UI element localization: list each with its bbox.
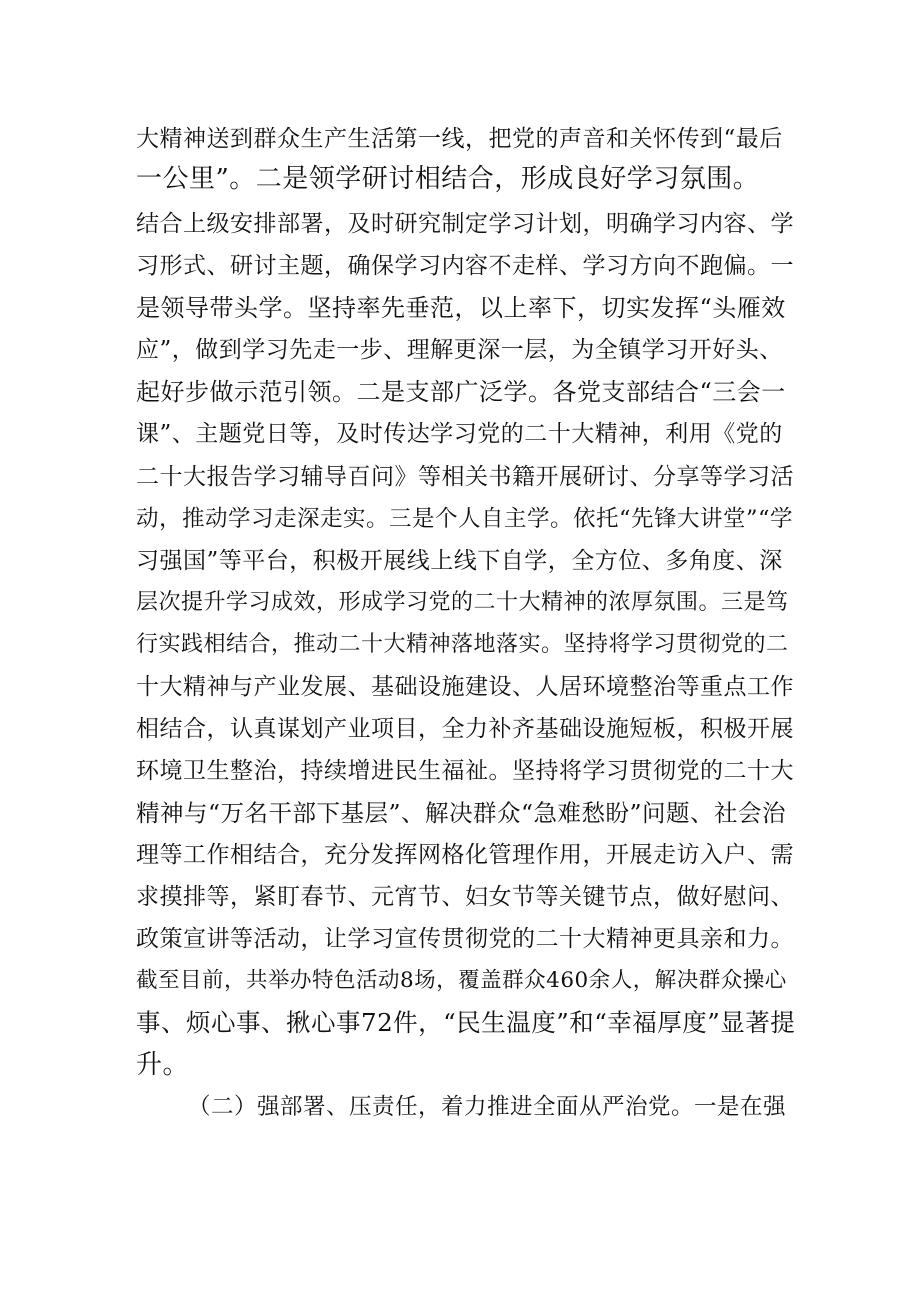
paragraph-line: 二十大报告学习辅导百问》等相关书籍开展研讨、分享等学习活 xyxy=(136,464,794,490)
paragraph-line: 升。 xyxy=(136,1050,190,1080)
paragraph-line: 动，推动学习走深走实。三是个人自主学。依托“先锋大讲堂”“学 xyxy=(136,506,794,532)
paragraph-line: 行实践相结合，推动二十大精神落地落实。坚持将学习贯彻党的二 xyxy=(136,632,789,657)
paragraph-line: 截至目前，共举办特色活动8场，覆盖群众460余人，解决群众操心 xyxy=(136,968,787,993)
paragraph-line: 理等工作相结合，充分发挥网格化管理作用，开展走访入户、需 xyxy=(136,842,794,868)
paragraph-line: 精神与“万名干部下基层”、解决群众“急难愁盼”问题、社会治 xyxy=(136,799,787,827)
paragraph-line: 层次提升学习成效，形成学习党的二十大精神的浓厚氛围。三是笃 xyxy=(136,590,789,615)
paragraph-line: 大精神送到群众生产生活第一线，把党的声音和关怀传到“最后 xyxy=(136,126,783,152)
paragraph-line: 环境卫生整治，持续增进民生福祉。坚持将学习贯彻党的二十大 xyxy=(136,758,794,784)
paragraph-line: 政策宣讲等活动，让学习宣传贯彻党的二十大精神更具亲和力。 xyxy=(136,926,794,952)
paragraph-line: 十大精神与产业发展、基础设施建设、人居环境整治等重点工作 xyxy=(136,674,794,700)
section-heading-line: （二）强部署、压责任，着力推进全面从严治党。一是在强 xyxy=(188,1094,787,1120)
paragraph-line: 课”、主题党日等，及时传达学习党的二十大精神，利用《党的 xyxy=(136,421,783,447)
paragraph-line: 结合上级安排部署，及时研究制定学习计划，明确学习内容、学 xyxy=(136,211,794,237)
paragraph-line: 事、烦心事、揪心事72件，“民生温度”和“幸福厚度”显著提 xyxy=(136,1008,796,1037)
paragraph-line: 应”，做到学习先走一步、理解更深一层，为全镇学习开好头、 xyxy=(136,337,783,363)
paragraph-line: 习强国”等平台，积极开展线上线下自学，全方位、多角度、深 xyxy=(136,548,783,574)
paragraph-line: 起好步做示范引领。二是支部广泛学。各党支部结合“三会一 xyxy=(136,378,786,406)
paragraph-line: 相结合，认真谋划产业项目，全力补齐基础设施短板，积极开展 xyxy=(136,716,794,742)
paragraph-line: 求摸排等，紧盯春节、元宵节、妇女节等关键节点，做好慰问、 xyxy=(136,884,794,910)
paragraph-line: 是领导带头学。坚持率先垂范，以上率下，切实发挥“头雁效 xyxy=(136,294,786,322)
paragraph-line: 习形式、研讨主题，确保学习内容不走样、学习方向不跑偏。一 xyxy=(136,253,794,279)
paragraph-line: 一公里”。二是领学研讨相结合，形成良好学习氛围。 xyxy=(136,164,760,194)
